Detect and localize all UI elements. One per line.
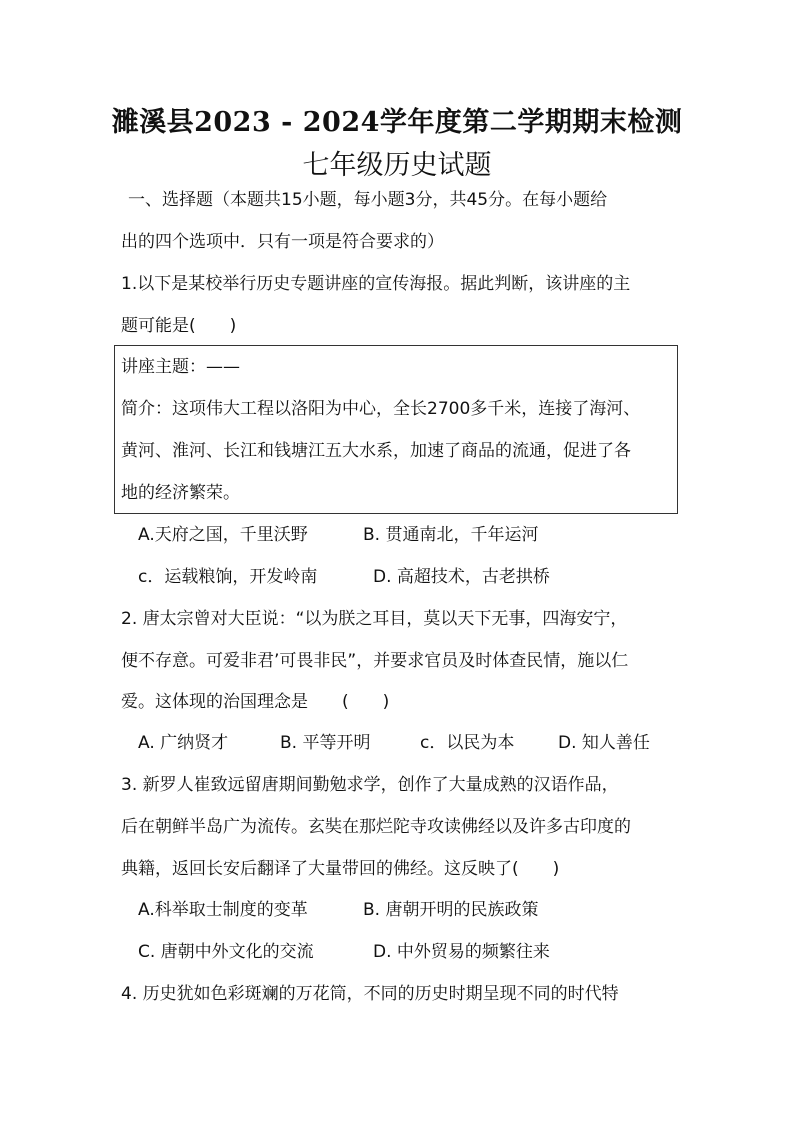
question-3-option-d: D. 中外贸易的频繁往来 xyxy=(373,942,550,962)
question-3-line2: 后在朝鲜半岛广为流传。玄奘在那烂陀寺攻读佛经以及许多古印度的 xyxy=(121,817,631,837)
question-2-option-b: B. 平等开明 xyxy=(280,733,371,753)
question-3-option-c: C. 唐朝中外文化的交流 xyxy=(138,942,314,962)
question-1-option-c: c．运载粮饷，开发岭南 xyxy=(138,567,318,587)
poster-intro-line2: 黄河、淮河、长江和钱塘江五大水系，加速了商品的流通，促进了各 xyxy=(121,441,631,461)
question-2-line3: 爱。这体现的治国理念是 ( ) xyxy=(121,692,390,712)
question-1-line2: 题可能是( ) xyxy=(121,316,237,336)
question-3-line1: 3. 新罗人崔致远留唐期间勤勉求学，创作了大量成熟的汉语作品， xyxy=(121,775,619,795)
question-1-option-a: A.天府之国，千里沃野 xyxy=(138,525,308,545)
question-2-line1: 2. 唐太宗曾对大臣说：“以为朕之耳目，莫以天下无事，四海安宁， xyxy=(121,609,628,629)
section-instructions-line2: 出的四个选项中．只有一项是符合要求的） xyxy=(121,232,444,252)
question-1-line1: 1.以下是某校举行历史专题讲座的宣传海报。据此判断，该讲座的主 xyxy=(121,274,631,294)
question-2-option-a: A. 广纳贤才 xyxy=(138,733,229,753)
question-2-option-d: D. 知人善任 xyxy=(558,733,650,753)
poster-intro-line3: 地的经济繁荣。 xyxy=(121,483,240,503)
question-1-option-b: B. 贯通南北，千年运河 xyxy=(363,525,539,545)
exam-subtitle: 七年级历史试题 xyxy=(302,150,492,181)
question-1-option-d: D. 高超技术，古老拱桥 xyxy=(373,567,550,587)
poster-intro-line1: 简介：这项伟大工程以洛阳为中心，全长2700多千米，连接了海河、 xyxy=(121,399,641,419)
question-3-option-a: A.科举取士制度的变革 xyxy=(138,900,308,920)
section-instructions-line1: 一、选择题（本题共15小题，每小题3分，共45分。在每小题给 xyxy=(128,190,608,210)
exam-title: 濉溪县2023 - 2024学年度第二学期期末检测 xyxy=(111,107,683,138)
question-4-line1: 4. 历史犹如色彩斑斓的万花筒，不同的历史时期呈现不同的时代特 xyxy=(121,984,619,1004)
poster-topic: 讲座主题：—— xyxy=(121,357,240,377)
question-3-line3: 典籍，返回长安后翻译了大量带回的佛经。这反映了( ) xyxy=(121,859,560,879)
question-2-line2: 便不存意。可爱非君’可畏非民”，并要求官员及时体查民情，施以仁 xyxy=(121,651,629,671)
question-2-option-c: c．以民为本 xyxy=(420,733,515,753)
question-3-option-b: B. 唐朝开明的民族政策 xyxy=(363,900,539,920)
